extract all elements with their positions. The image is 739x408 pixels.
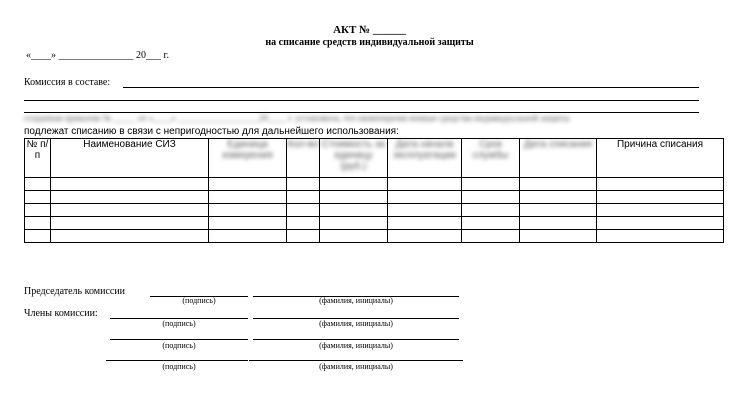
table-row	[25, 191, 724, 204]
table-cell	[51, 230, 209, 243]
col-header-reason: Причина списания	[597, 139, 724, 178]
table-cell	[388, 230, 462, 243]
commission-line-2	[24, 100, 699, 101]
table-cell	[597, 178, 724, 191]
table-cell	[520, 230, 597, 243]
table-row	[25, 217, 724, 230]
table-cell	[320, 230, 388, 243]
table-cell	[462, 191, 520, 204]
member-3-signature-line	[106, 360, 248, 361]
table-cell	[320, 191, 388, 204]
table-cell	[51, 178, 209, 191]
writeoff-statement: подлежат списанию в связи с непригодностью для дальнейшего использования:	[24, 126, 399, 137]
member-2-name-line	[253, 339, 459, 340]
table-cell	[597, 204, 724, 217]
table-cell	[287, 217, 320, 230]
table-cell	[287, 191, 320, 204]
col-header-service-life: Срок службы	[462, 139, 520, 178]
table-cell	[287, 178, 320, 191]
chairman-label: Председатель комиссии	[24, 286, 126, 297]
table-cell	[462, 230, 520, 243]
member-3-signature-caption: (подпись)	[162, 362, 196, 371]
siz-table	[24, 138, 724, 243]
members-label: Члены комиссии:	[24, 308, 98, 319]
member-2-signature-caption: (подпись)	[162, 341, 196, 350]
table-cell	[209, 204, 287, 217]
commission-line-1	[123, 87, 699, 88]
table-cell	[388, 217, 462, 230]
table-cell	[25, 217, 51, 230]
table-cell	[25, 204, 51, 217]
table-cell	[462, 204, 520, 217]
col-header-unit: Единица измерения	[209, 139, 287, 178]
table-cell	[597, 230, 724, 243]
member-2-name-caption: (фамилия, инициалы)	[319, 341, 393, 350]
table-cell	[320, 204, 388, 217]
table-cell	[520, 204, 597, 217]
act-title: АКТ № ______	[333, 24, 406, 36]
table-cell	[25, 191, 51, 204]
table-cell	[597, 191, 724, 204]
col-header-start-date: Дата начала эксплуатации	[388, 139, 462, 178]
table-cell	[25, 230, 51, 243]
table-row	[25, 230, 724, 243]
member-3-name-caption: (фамилия, инициалы)	[319, 362, 393, 371]
table-cell	[209, 178, 287, 191]
table-cell	[209, 217, 287, 230]
table-cell	[388, 178, 462, 191]
table-cell	[209, 230, 287, 243]
table-cell	[520, 217, 597, 230]
table-cell	[462, 217, 520, 230]
table-row	[25, 178, 724, 191]
col-header-name: Наименование СИЗ	[51, 139, 209, 178]
table-cell	[462, 178, 520, 191]
table-cell	[51, 204, 209, 217]
table-cell	[51, 217, 209, 230]
col-header-number: № п/п	[25, 139, 51, 178]
table-cell	[520, 178, 597, 191]
member-1-signature-caption: (подпись)	[162, 319, 196, 328]
table-cell	[388, 191, 462, 204]
commission-label: Комиссия в составе:	[24, 77, 111, 88]
member-2-signature-line	[110, 339, 248, 340]
table-row	[25, 204, 724, 217]
chairman-name-caption: (фамилия, инициалы)	[319, 296, 393, 305]
table-cell	[287, 204, 320, 217]
table-cell	[520, 191, 597, 204]
act-subtitle: на списание средств индивидуальной защиты	[265, 37, 474, 48]
col-header-quantity: Кол-во	[287, 139, 320, 178]
table-cell	[597, 217, 724, 230]
order-text-blurred: созданная приказом № _____ от «____» __________________20____ г. установила, что нижеперечисленные средства индивидуальной защиты	[24, 113, 570, 123]
member-3-name-line	[249, 360, 463, 361]
table-cell	[51, 191, 209, 204]
col-header-unit-cost: Стоимость за единицу (руб.)	[320, 139, 388, 178]
table-cell	[388, 204, 462, 217]
table-cell	[25, 178, 51, 191]
chairman-signature-caption: (подпись)	[182, 296, 216, 305]
table-header-row	[25, 139, 724, 178]
table-cell	[320, 217, 388, 230]
table-cell	[320, 178, 388, 191]
date-line: «____» _______________ 20___ г.	[26, 50, 169, 61]
member-1-name-caption: (фамилия, инициалы)	[319, 319, 393, 328]
table-cell	[287, 230, 320, 243]
table-cell	[209, 191, 287, 204]
col-header-writeoff-date: Дата списания	[520, 139, 597, 178]
